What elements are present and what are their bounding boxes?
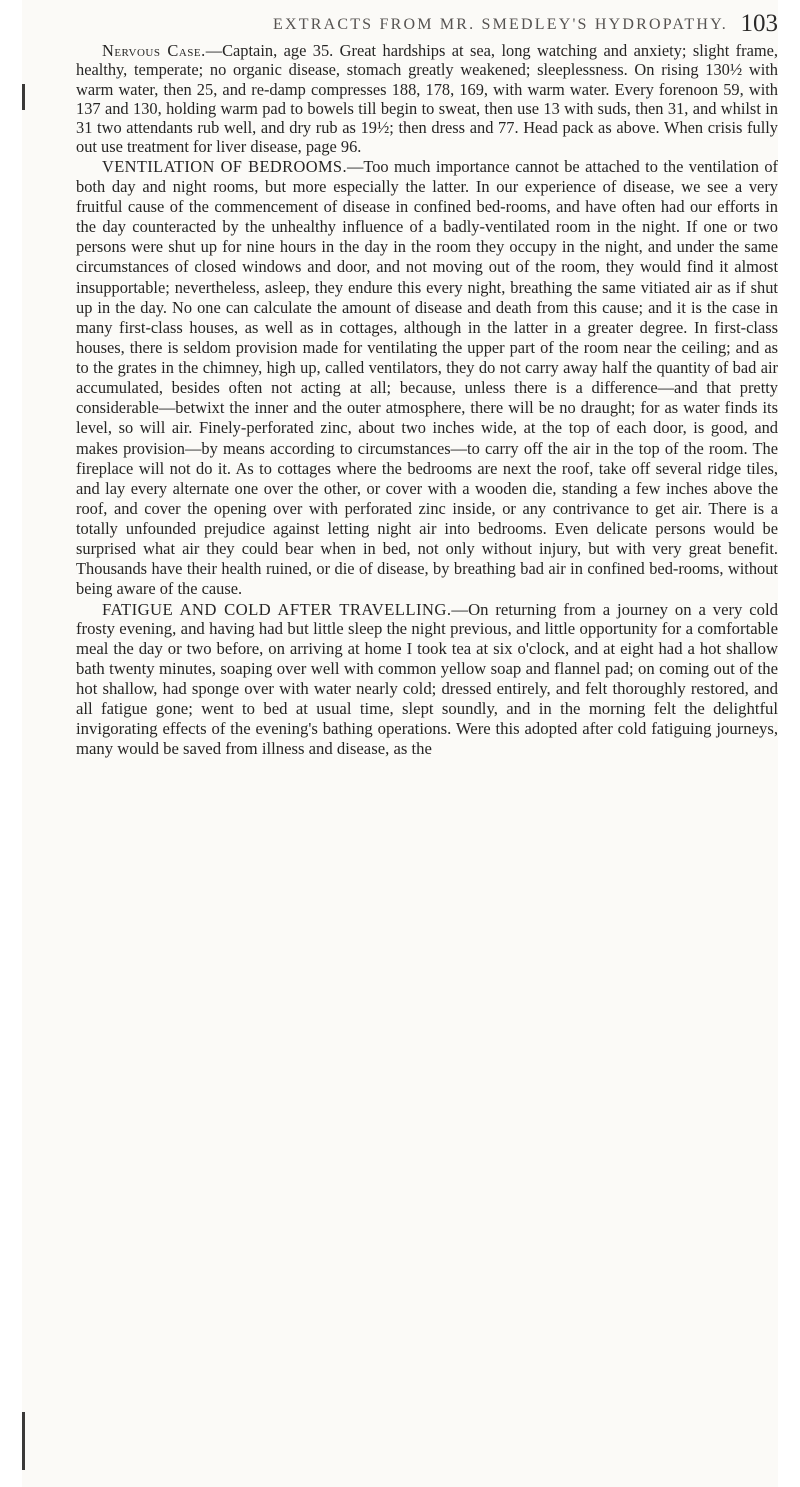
paragraph-nervous-case: [76, 41, 778, 157]
case-label: Nervous Case.: [102, 41, 206, 60]
scan-edge-mark: [22, 84, 25, 110]
page-number: 103: [740, 10, 778, 37]
paragraph-text: —Captain, age 35. Great hardships at sea, long watching and anxiety; slight frame, healthy, temperate; no organic disease, stomach greatly weakened; sleeplessness. On rising 130½ with warm water, then 25, and re-damp compresses 188, 178, 169, with warm water. Every forenoon 59, with 137 and 130, holding warm pad to bowels till begin to sweat, then use 13 with suds, then 31, and whilst in 31 two attendants rub well, and dry rub as 19½; then dress and 77. Head pack as above. When crisis fully out use treatment for liver disease, page 96.: [76, 41, 778, 157]
scan-edge-mark: [22, 1412, 25, 1470]
paragraph-text: —On returning from a journey on a very cold frosty evening, and having had but little sleep the night previous, and little opportunity for a comfortable meal the day or two before, on arriving at home I took tea at six o'clock, and at eight had a hot shallow bath twenty minutes, soaping over well with common yellow soap and flannel pad; on coming out of the hot shallow, had sponge over with water nearly cold; dressed entirely, and felt thoroughly restored, and all fatigue gone; went to bed at usual time, slept soundly, and in the morning felt the delightful invigorating effects of the evening's bathing operations. Were this adopted after cold fatiguing journeys, many would be saved from illness and disease, as the: [76, 599, 778, 758]
section-heading: FATIGUE AND COLD AFTER TRAVELLING.: [102, 599, 452, 619]
section-heading: VENTILATION OF BEDROOMS.: [102, 156, 347, 176]
running-head-title: EXTRACTS FROM MR. SMEDLEY'S HYDROPATHY.: [273, 16, 728, 33]
running-head: [78, 10, 778, 40]
paragraph-ventilation: [76, 157, 778, 600]
paragraph-fatigue: [76, 600, 778, 759]
paragraph-text: —Too much importance cannot be attached to the ventilation of both day and night rooms, but more especially the latter. In our experience of disease, we see a very fruitful cause of the commencement of disease in confined bed-rooms, and have often had our efforts in the day counteracted by the unhealthy influence of a badly-ventilated room in the night. If one or two persons were shut up for nine hours in the day in the room they occupy in the night, and under the same circumstances of closed windows and door, and not moving out of the room, they would find it almost insupportable; nevertheless, asleep, they endure this every night, breathing the same vitiated air as if shut up in the day. No one can calculate the amount of disease and death from this cause; and it is the case in many first-class houses, as well as in cottages, although in the latter in a greater degree. In first-class houses, there is seldom provision made for ventilating the upper part of the room near the ceiling; and as to the grates in the chimney, high up, called ventilators, they do not carry away half the quantity of bad air accumulated, besides often not acting at all; because, unless there is a difference—and that pretty considerable—betwixt the inner and the outer atmosphere, there will be no draught; for as water finds its level, so will air. Finely-perforated zinc, about two inches wide, at the top of each door, is good, and makes provision—by means according to circumstances—to carry off the air in the top of the room. The fireplace will not do it. As to cottages where the bedrooms are next the roof, take off several ridge tiles, and lay every alternate one over the other, or cover with a wooden die, standing a few inches above the roof, and cover the opening over with perforated zinc inside, or any contrivance to get air. There is a totally unfounded prejudice against letting night air into bedrooms. Even delicate persons would be surprised what air they could bear when in bed, not only without injury, but with very great benefit. Thousands have their health ruined, or die of disease, by breathing bad air in confined bed-rooms, without being aware of the cause.: [76, 156, 778, 599]
book-page: [22, 0, 778, 1487]
page-body: [76, 41, 778, 759]
